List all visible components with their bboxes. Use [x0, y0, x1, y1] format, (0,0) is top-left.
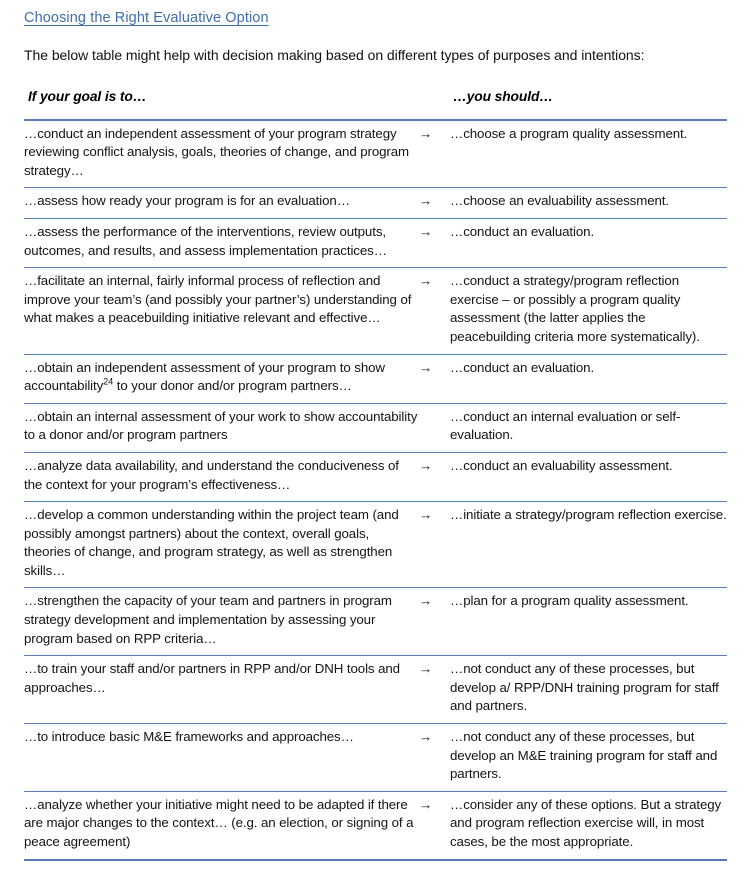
table-body	[24, 120, 727, 860]
arrow-cell-empty	[419, 403, 450, 452]
action-cell: …conduct an evaluation.	[450, 218, 727, 267]
table-row	[24, 268, 727, 354]
goal-cell: …to train your staff and/or partners in RPP and/or DNH tools and approaches…	[24, 656, 419, 724]
table-row	[24, 218, 727, 267]
table-header-row	[24, 88, 727, 120]
goal-cell: …analyze whether your initiative might need to be adapted if there are major changes to the context… (e.g. an election, or signing of a peace agreement)	[24, 791, 419, 859]
arrow-right-icon	[419, 656, 450, 724]
goal-cell: …analyze data availability, and understand the conduciveness of the context for your program’s effectiveness…	[24, 452, 419, 501]
arrow-right-glyph: →	[419, 796, 433, 812]
arrow-right-glyph: →	[419, 193, 433, 209]
goal-cell: …obtain an independent assessment of your program to show accountability$^{24}$ to your donor and/or program partners…	[24, 354, 419, 403]
arrow-right-glyph: →	[419, 223, 433, 239]
column-header-action: …you should…	[453, 89, 553, 104]
action-cell: …consider any of these options. But a strategy and program reflection exercise will, in most cases, be the most appropriate.	[450, 791, 727, 859]
arrow-right-icon	[419, 724, 450, 792]
action-cell: …plan for a program quality assessment.	[450, 588, 727, 656]
page-title: Choosing the Right Evaluative Option	[24, 10, 269, 26]
column-header-arrow-spacer	[419, 88, 450, 120]
arrow-right-icon	[419, 502, 450, 588]
arrow-right-glyph: →	[419, 507, 433, 523]
arrow-right-icon	[419, 218, 450, 267]
table-row	[24, 724, 727, 792]
table-row	[24, 656, 727, 724]
footnote-marker: 24	[103, 376, 114, 387]
goal-cell: …develop a common understanding within the project team (and possibly amongst partners) about the context, overall goals, theories of change, and program strategy, as well as strengthen skills…	[24, 502, 419, 588]
goal-cell: …obtain an internal assessment of your work to show accountability to a donor and/or program partners	[24, 403, 419, 452]
action-cell: …conduct an evaluation.	[450, 354, 727, 403]
goal-cell: …assess how ready your program is for an evaluation…	[24, 188, 419, 219]
arrow-right-icon	[419, 188, 450, 219]
arrow-right-glyph: →	[419, 729, 433, 745]
arrow-right-glyph: →	[419, 125, 433, 141]
action-cell: …not conduct any of these processes, but develop an M&E training program for staff and partners.	[450, 724, 727, 792]
action-cell: …choose a program quality assessment.	[450, 120, 727, 188]
goal-cell: …facilitate an internal, fairly informal process of reflection and improve your team’s (and possibly your partner’s) understanding of what makes a peacebuilding initiative relevant and effective…	[24, 268, 419, 354]
arrow-right-icon	[419, 452, 450, 501]
table-row	[24, 403, 727, 452]
table-row	[24, 354, 727, 403]
table-row	[24, 502, 727, 588]
action-cell: …conduct an internal evaluation or self-evaluation.	[450, 403, 727, 452]
column-header-goal: If your goal is to…	[28, 89, 147, 104]
arrow-right-glyph: →	[419, 359, 433, 375]
intro-paragraph: The below table might help with decision making based on different types of purposes and intentions:	[24, 47, 645, 63]
arrow-right-glyph: →	[419, 273, 433, 289]
arrow-right-icon	[419, 354, 450, 403]
table-header	[24, 88, 727, 120]
table-row	[24, 120, 727, 188]
action-cell: …conduct an evaluability assessment.	[450, 452, 727, 501]
action-cell: …initiate a strategy/program reflection exercise.	[450, 502, 727, 588]
action-cell: …not conduct any of these processes, but develop a/ RPP/DNH training program for staff and partners.	[450, 656, 727, 724]
arrow-right-glyph: →	[419, 593, 433, 609]
table-row	[24, 588, 727, 656]
action-cell: …conduct a strategy/program reflection exercise – or possibly a program quality assessment (the latter applies the peacebuilding criteria more systematically).	[450, 268, 727, 354]
arrow-right-glyph: →	[419, 457, 433, 473]
action-cell: …choose an evaluability assessment.	[450, 188, 727, 219]
arrow-right-icon	[419, 791, 450, 859]
goal-cell: …assess the performance of the interventions, review outputs, outcomes, and results, and assess implementation practices…	[24, 218, 419, 267]
table-row	[24, 791, 727, 859]
goal-cell: …to introduce basic M&E frameworks and approaches…	[24, 724, 419, 792]
evaluative-options-table-wrapper	[24, 88, 727, 861]
table-row	[24, 452, 727, 501]
table-row	[24, 188, 727, 219]
arrow-right-icon	[419, 268, 450, 354]
evaluative-options-table	[24, 88, 727, 861]
arrow-right-glyph: →	[419, 661, 433, 677]
goal-cell: …strengthen the capacity of your team and partners in program strategy development and implementation by assessing your program based on RPP criteria…	[24, 588, 419, 656]
arrow-right-icon	[419, 120, 450, 188]
goal-cell: …conduct an independent assessment of your program strategy reviewing conflict analysis, goals, theories of change, and program strategy…	[24, 120, 419, 188]
arrow-right-icon	[419, 588, 450, 656]
